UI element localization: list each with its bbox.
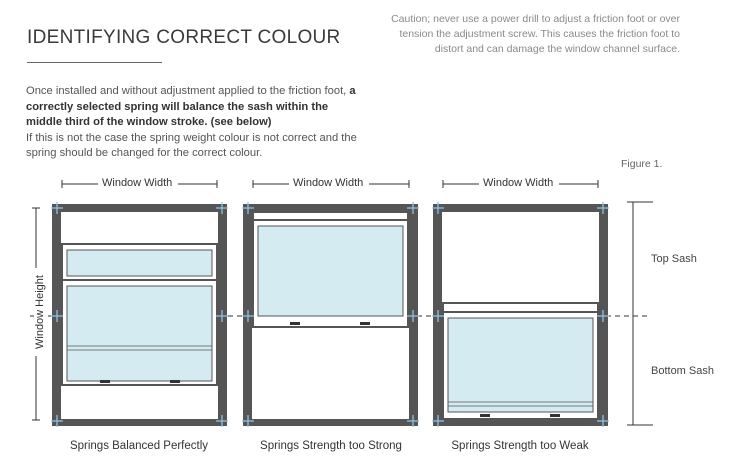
window-height-label: Window Height [34, 268, 46, 356]
sash-bracket [627, 202, 653, 425]
caption-balanced: Springs Balanced Perfectly [69, 440, 209, 452]
window-width-label-2: Window Width [289, 177, 367, 189]
intro-text-1: Once installed and without adjustment applied to the friction foot, [26, 85, 347, 97]
page-title: IDENTIFYING CORRECT COLOUR [27, 27, 341, 48]
caption-too-weak: Springs Strength too Weak [451, 440, 589, 452]
window-too-strong [242, 202, 419, 427]
caption-too-strong: Springs Strength too Strong [260, 440, 402, 452]
caution-note: Caution; never use a power drill to adjust a friction foot or over tension the adjustment screw. This causes the friction foot to distort and can damage the window channel surface. [391, 13, 680, 55]
intro-text-2: If this is not the case the spring weight colour is not correct and the spring should be changed for the correct colour. [26, 131, 357, 159]
bottom-sash-label: Bottom Sash [651, 365, 714, 377]
top-sash-label: Top Sash [651, 253, 697, 265]
window-too-weak [432, 202, 609, 427]
figure-label: Figure 1. [621, 158, 663, 170]
intro-text-bold: a correctly selected spring will balance the sash within the middle third of the window stroke. (see below) [26, 85, 356, 128]
window-width-label-3: Window Width [479, 177, 557, 189]
window-width-label-1: Window Width [98, 177, 176, 189]
window-balanced [51, 202, 228, 427]
